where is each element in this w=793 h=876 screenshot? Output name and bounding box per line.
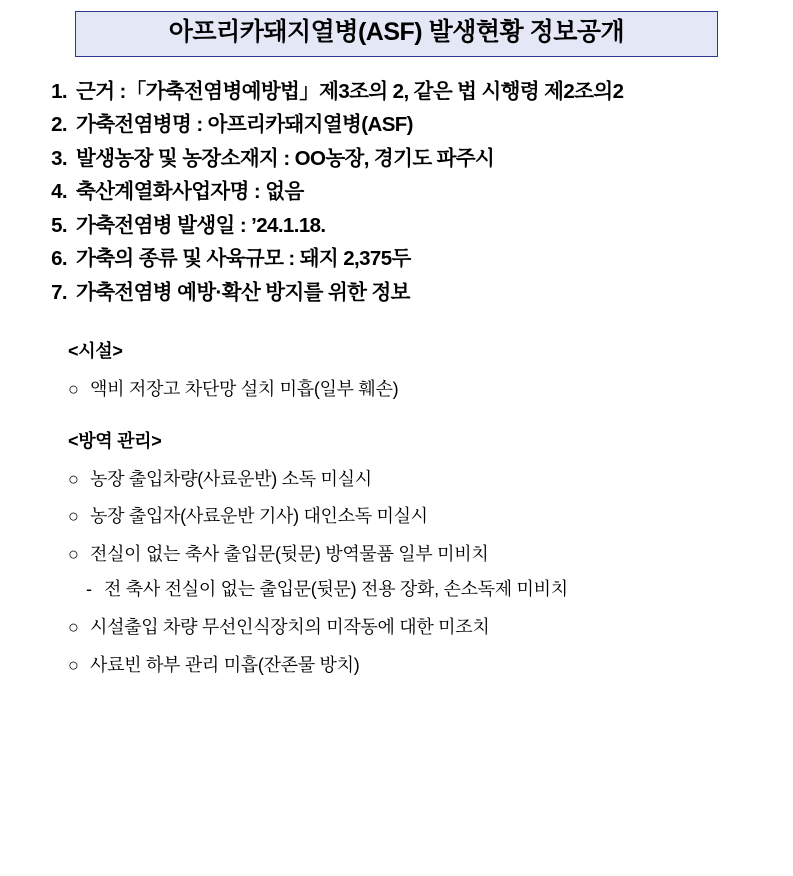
bullet-item-label: 시설출입 차량 무선인식장치의 미작동에 대한 미조치 — [90, 616, 490, 637]
bullet-item — [68, 617, 759, 639]
list-item-label: 가축전염병명 : 아프리카돼지열병(ASF) — [76, 113, 413, 136]
dash-bullet-icon: - — [86, 579, 92, 600]
bullet-item — [68, 655, 759, 677]
numbered-list — [42, 79, 759, 304]
list-item-number: 3. — [51, 146, 67, 170]
bullet-item — [68, 506, 759, 528]
list-item-label: 발생농장 및 농장소재지 : OO농장, 경기도 파주시 — [76, 146, 495, 170]
bullet-item — [68, 544, 759, 566]
list-item — [42, 213, 759, 237]
bullet-item-label: 액비 저장고 차단망 설치 미흡(일부 훼손) — [90, 379, 399, 399]
sub-bullet-item — [86, 579, 759, 601]
list-item — [42, 249, 759, 270]
circle-bullet-icon: ○ — [68, 654, 79, 675]
list-item-label: 축산계열화사업자명 : 없음 — [76, 180, 304, 203]
list-item-number: 4. — [51, 180, 67, 203]
list-item — [42, 79, 759, 103]
bullet-item-label: 전실이 없는 축사 출입문(뒷문) 방역물품 일부 미비치 — [90, 543, 489, 564]
bullet-item — [68, 379, 759, 401]
document-title-banner — [75, 11, 718, 57]
list-item-label: 가축전염병 예방·확산 방지를 위한 정보 — [76, 280, 410, 304]
sub-bullet-item-label: 전 축사 전실이 없는 출입문(뒷문) 전용 장화, 손소독제 미비치 — [104, 579, 568, 600]
page-title: 아프리카돼지열병(ASF) 발생현황 정보공개 — [168, 18, 625, 46]
document-page — [0, 11, 793, 876]
circle-bullet-icon: ○ — [68, 616, 79, 637]
circle-bullet-icon: ○ — [68, 468, 79, 489]
bullet-item — [68, 469, 759, 491]
bullet-item-label: 농장 출입자(사료운반 기사) 대인소독 미실시 — [90, 506, 428, 527]
section-heading-facility: <시설> — [68, 341, 123, 361]
list-item-label: 근거 :「가축전염병예방법」제3조의 2, 같은 법 시행령 제2조의2 — [76, 79, 624, 103]
section-heading-quarantine: <방역 관리> — [68, 430, 162, 451]
bullet-item-label: 농장 출입차량(사료운반) 소독 미실시 — [90, 468, 372, 489]
list-item-number: 2. — [51, 113, 67, 136]
circle-bullet-icon: ○ — [68, 379, 79, 399]
circle-bullet-icon: ○ — [68, 506, 79, 527]
list-item-label: 가축전염병 발생일 : ’24.1.18. — [76, 213, 326, 237]
list-item-label: 가축의 종류 및 사육규모 : 돼지 2,375두 — [76, 247, 411, 270]
list-item-number: 1. — [51, 79, 67, 103]
circle-bullet-icon: ○ — [68, 543, 79, 564]
list-item-number: 7. — [51, 280, 67, 304]
list-item — [42, 146, 759, 170]
bullet-item-label: 사료빈 하부 관리 미흡(잔존물 방치) — [90, 654, 360, 675]
list-item — [42, 182, 759, 203]
list-item — [42, 115, 759, 136]
list-item-number: 6. — [51, 247, 67, 270]
list-item — [42, 280, 759, 304]
list-item-number: 5. — [51, 213, 67, 237]
